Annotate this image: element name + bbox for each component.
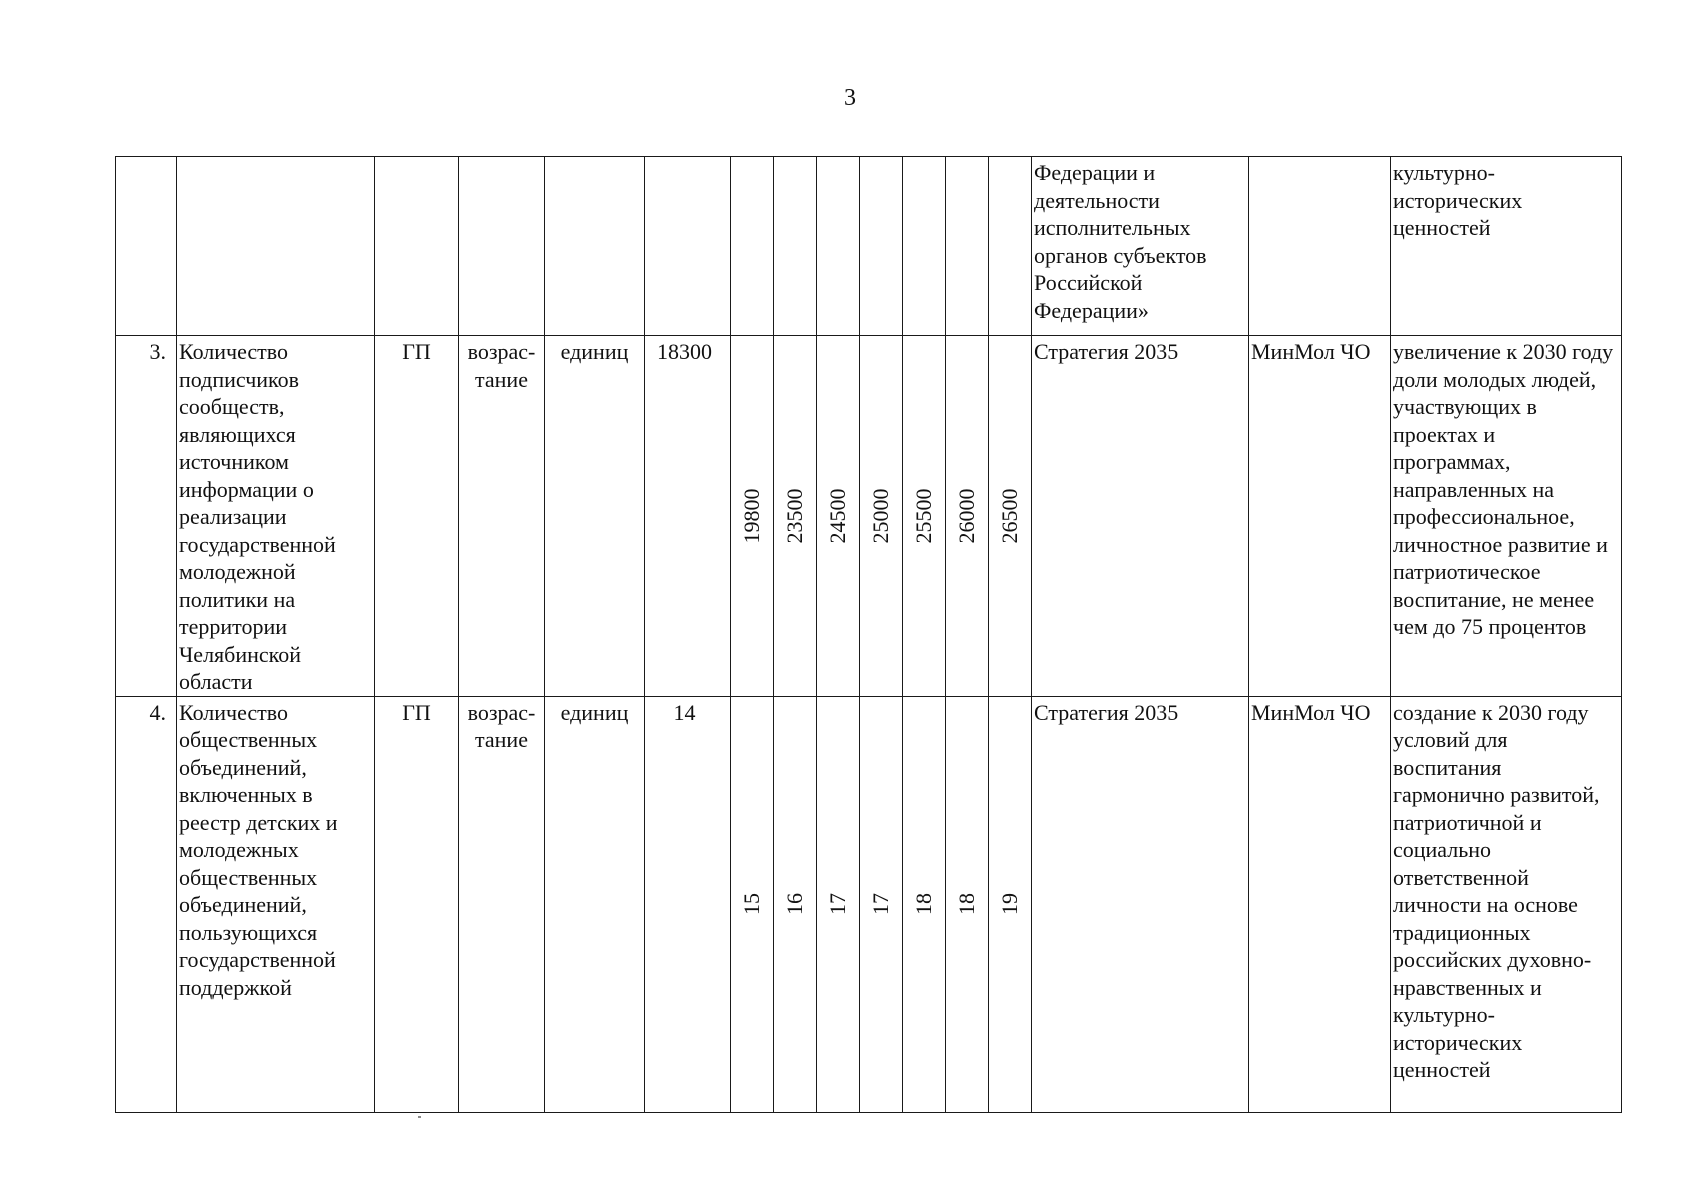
cell-responsible: МинМол ЧО [1249,336,1391,697]
scan-speck [418,1116,421,1118]
cell-num: 3. [116,336,177,697]
cell-trend [459,157,545,336]
cell-year-value: 24500 [817,336,860,697]
cell-unit: единиц [545,336,645,697]
cell-base-value: 14 [645,696,731,1112]
cell-year-value: 17 [860,696,903,1112]
cell-indicator: Количество общественных объединений, включенных в реестр детских и молодежных общественных объединений, пользующихся государственной поддержкой [177,696,375,1112]
cell-unit [545,157,645,336]
cell-num: 4. [116,696,177,1112]
cell-responsible [1249,157,1391,336]
cell-num [116,157,177,336]
cell-year-value: 19 [989,696,1032,1112]
cell-indicator: Количество подписчиков сообществ, являющихся источником информации о реализации государственной молодежной политики на территории Челябинской области [177,336,375,697]
cell-year-value: 18 [903,696,946,1112]
cell-year-value: 25000 [860,336,903,697]
cell-trend: возрас-тание [459,696,545,1112]
cell-year-value: 25500 [903,336,946,697]
cell-year-value [903,157,946,336]
cell-year-value: 26000 [946,336,989,697]
cell-goal: увеличение к 2030 году доли молодых людей, участвующих в проектах и программах, направленных на профессиональное, личностное развитие и патриотическое воспитание, не менее чем до 75 процентов [1391,336,1622,697]
indicators-table [115,156,1622,1113]
cell-goal: культурно-исторических ценностей [1391,157,1622,336]
cell-unit: единиц [545,696,645,1112]
cell-year-value: 15 [731,696,774,1112]
cell-year-value [860,157,903,336]
cell-year-value: 19800 [731,336,774,697]
cell-year-value: 17 [817,696,860,1112]
cell-base-value [645,157,731,336]
cell-base-value: 18300 [645,336,731,697]
cell-level [375,157,459,336]
cell-year-value: 18 [946,696,989,1112]
cell-year-value [774,157,817,336]
cell-year-value: 26500 [989,336,1032,697]
cell-indicator [177,157,375,336]
cell-year-value: 23500 [774,336,817,697]
cell-year-value: 16 [774,696,817,1112]
table-row-4 [116,696,1622,1112]
cell-level: ГП [375,696,459,1112]
cell-goal: создание к 2030 году условий для воспитания гармонично развитой, патриотичной и социально ответственной личности на основе традиционных российских духовно-нравственных и культурно-исторических ценностей [1391,696,1622,1112]
cell-year-value [946,157,989,336]
cell-year-value [731,157,774,336]
table-row-3 [116,336,1622,697]
cell-document: Стратегия 2035 [1032,696,1249,1112]
cell-document: Стратегия 2035 [1032,336,1249,697]
cell-year-value [817,157,860,336]
cell-trend: возрас-тание [459,336,545,697]
cell-year-value [989,157,1032,336]
cell-level: ГП [375,336,459,697]
cell-document: Федерации и деятельности исполнительных органов субъектов Российской Федерации» [1032,157,1249,336]
cell-responsible: МинМол ЧО [1249,696,1391,1112]
table-row-continuation [116,157,1622,336]
page-number: 3 [844,85,856,111]
